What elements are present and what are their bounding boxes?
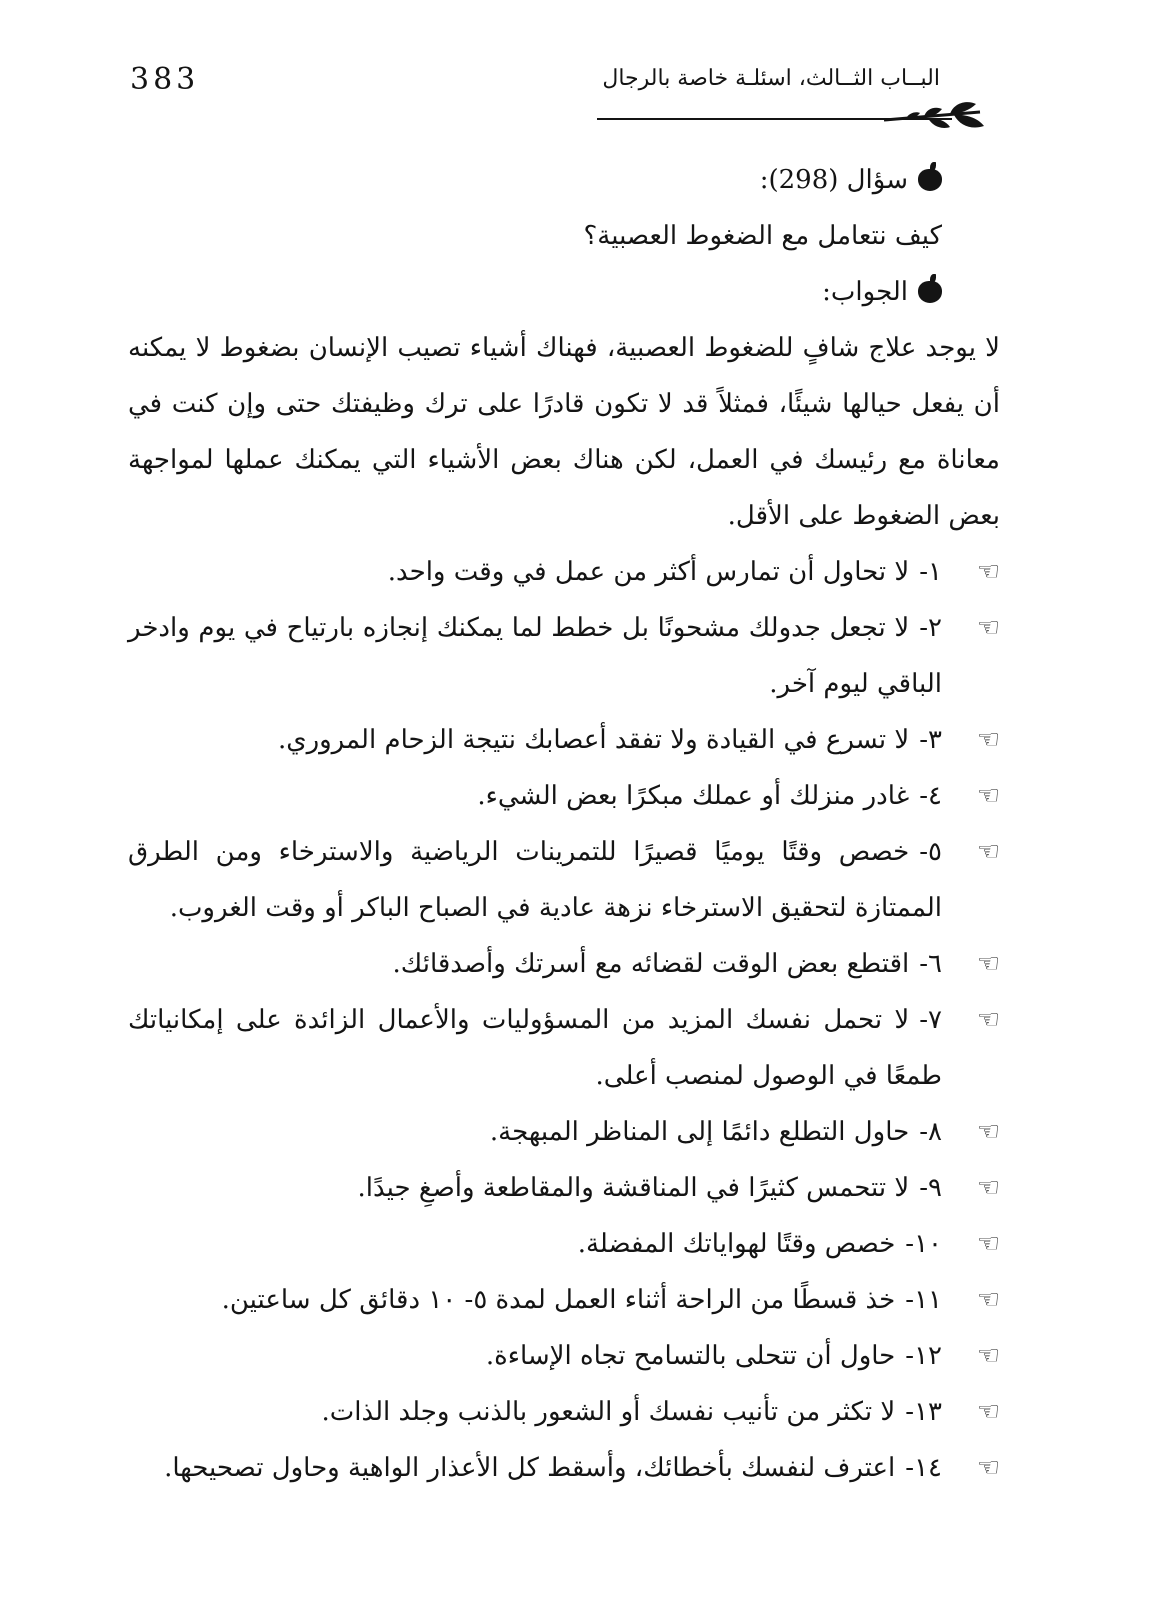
answer-heading (128, 264, 1000, 320)
item-text: لا تجعل جدولك مشحونًا بل خطط لما يمكنك إنجازه بارتياح في يوم وادخر الباقي ليوم آخر. (128, 613, 942, 699)
apple-bullet-icon (918, 169, 942, 191)
item-text: لا تحاول أن تمارس أكثر من عمل في وقت واحد. (387, 557, 910, 587)
answer-label: الجواب: (822, 277, 908, 307)
pointing-hand-icon: ☜ (976, 837, 1000, 867)
list-item (128, 936, 1000, 992)
item-text: لا تكثر من تأنيب نفسك أو الشعور بالذنب وجلد الذات. (321, 1397, 896, 1427)
item-text: خصص وقتًا يوميًا قصيرًا للتمرينات الرياضية والاسترخاء ومن الطرق الممتازة لتحقيق الاسترخاء نزهة عادية في الصباح الباكر أو وقت الغروب. (128, 837, 942, 923)
apple-bullet-icon (918, 281, 942, 303)
pointing-hand-icon: ☜ (976, 1397, 1000, 1427)
list-item (128, 1384, 1000, 1440)
pointing-hand-icon: ☜ (976, 1173, 1000, 1203)
item-number: ٥- (919, 837, 942, 867)
item-number: ٨- (919, 1117, 942, 1147)
question-label: سؤال (298): (759, 165, 908, 195)
pointing-hand-icon: ☜ (976, 949, 1000, 979)
item-number: ٤- (919, 781, 942, 811)
pointing-hand-icon: ☜ (976, 1285, 1000, 1315)
list-item (128, 1216, 1000, 1272)
item-text: اقتطع بعض الوقت لقضائه مع أسرتك وأصدقائك. (392, 949, 910, 979)
pointing-hand-icon: ☜ (976, 1453, 1000, 1483)
item-text: حاول التطلع دائمًا إلى المناظر المبهجة. (489, 1117, 910, 1147)
question-text: كيف نتعامل مع الضغوط العصبية؟ (583, 221, 942, 251)
pointing-hand-icon: ☜ (976, 613, 1000, 643)
pointing-hand-icon: ☜ (976, 1341, 1000, 1371)
item-number: ١٣- (905, 1397, 942, 1427)
page-body (128, 152, 1000, 1496)
item-text: حاول أن تتحلى بالتسامح تجاه الإساءة. (485, 1341, 896, 1371)
item-text: لا تسرع في القيادة ولا تفقد أعصابك نتيجة الزحام المروري. (277, 725, 910, 755)
item-text: خصص وقتًا لهواياتك المفضلة. (577, 1229, 896, 1259)
list-item (128, 1328, 1000, 1384)
question-heading (128, 152, 1000, 208)
list-item (128, 768, 1000, 824)
item-number: ٦- (919, 949, 942, 979)
item-text: غادر منزلك أو عملك مبكرًا بعض الشيء. (477, 781, 910, 811)
item-number: ٧- (919, 1005, 942, 1035)
pointing-hand-icon: ☜ (976, 1005, 1000, 1035)
item-text: لا تحمل نفسك المزيد من المسؤوليات والأعمال الزائدة على إمكانياتك طمعًا في الوصول لمنصب أعلى. (128, 1005, 942, 1091)
answer-intro: لا يوجد علاج شافٍ للضغوط العصبية، فهناك أشياء تصيب الإنسان بضغوط لا يمكنه أن يفعل حيالها شيئًا، فمثلاً قد لا تكون قادرًا على ترك وظيفتك حتى وإن كنت في معاناة مع رئيسك في العمل، لكن هناك بعض الأشياء التي يمكنك عملها لمواجهة بعض الضغوط على الأقل. (128, 333, 1000, 531)
item-number: ٣- (919, 725, 942, 755)
item-number: ٢- (919, 613, 942, 643)
pointing-hand-icon: ☜ (976, 725, 1000, 755)
page-number: 383 (130, 62, 200, 97)
tips-list (128, 544, 1000, 1496)
item-number: ١٤- (905, 1453, 942, 1483)
leaf-branch-icon (880, 100, 990, 136)
item-text: خذ قسطًا من الراحة أثناء العمل لمدة ٥- ١٠ دقائق كل ساعتين. (221, 1285, 896, 1315)
list-item (128, 824, 1000, 936)
running-title: البــاب الثــالث، اسئلـة خاصة بالرجال (602, 66, 940, 91)
list-item (128, 1440, 1000, 1496)
item-text: لا تتحمس كثيرًا في المناقشة والمقاطعة وأصغِ جيدًا. (357, 1173, 910, 1203)
list-item (128, 992, 1000, 1104)
list-item (128, 1160, 1000, 1216)
list-item (128, 712, 1000, 768)
list-item (128, 1104, 1000, 1160)
item-number: ١٠- (905, 1229, 942, 1259)
item-number: ١١- (905, 1285, 942, 1315)
pointing-hand-icon: ☜ (976, 1229, 1000, 1259)
list-item (128, 1272, 1000, 1328)
list-item (128, 544, 1000, 600)
item-text: اعترف لنفسك بأخطائك، وأسقط كل الأعذار الواهية وحاول تصحيحها. (164, 1453, 896, 1483)
item-number: ١٢- (905, 1341, 942, 1371)
item-number: ١- (919, 557, 942, 587)
pointing-hand-icon: ☜ (976, 1117, 1000, 1147)
list-item (128, 600, 1000, 712)
pointing-hand-icon: ☜ (976, 781, 1000, 811)
pointing-hand-icon: ☜ (976, 557, 1000, 587)
item-number: ٩- (919, 1173, 942, 1203)
